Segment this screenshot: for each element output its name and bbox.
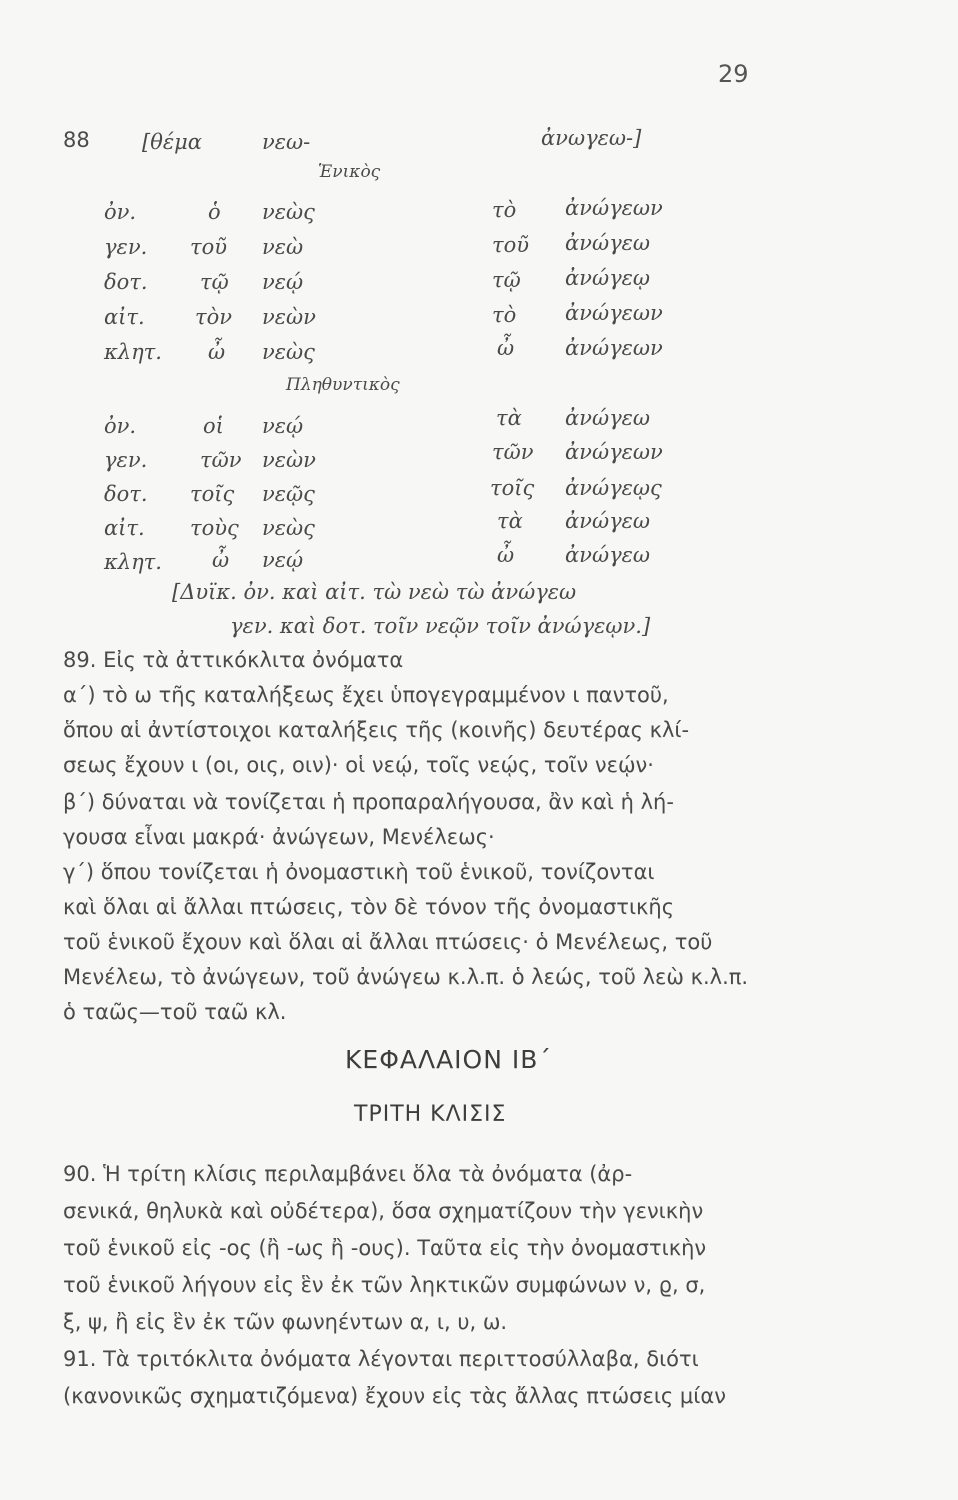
paragraph-line: τοῦ ἑνικοῦ λήγουν εἰς ἓν ἐκ τῶν ληκτικῶν συμφώνων ν, ϱ, σ, bbox=[63, 1273, 706, 1297]
article: τοῖς bbox=[490, 476, 535, 500]
word: ἀνώγεων bbox=[565, 301, 663, 325]
case-label: δοτ. bbox=[104, 482, 148, 506]
paragraph-line: σενικά, θηλυκὰ καὶ οὐδέτερα), ὅσα σχηματίζουν τὴν γενικὴν bbox=[63, 1199, 704, 1223]
word: ἀνώγεω bbox=[565, 231, 651, 255]
case-label: κλητ. bbox=[104, 340, 162, 364]
word: νεῴ bbox=[262, 548, 304, 572]
case-label: αἰτ. bbox=[104, 516, 145, 540]
paragraph-line: 91. Τὰ τριτόκλιτα ὀνόματα λέγονται περιττοσύλλαβα, διότι bbox=[63, 1347, 699, 1371]
article: τὸ bbox=[492, 198, 517, 222]
page-number: 29 bbox=[718, 60, 749, 88]
word: νεῷς bbox=[262, 482, 315, 506]
word: ἀνώγεων bbox=[565, 196, 663, 220]
paragraph-line: γουσα εἶναι μακρά· ἀνώγεων, Μενέλεως· bbox=[63, 825, 495, 849]
word: ἀνώγεων bbox=[565, 440, 663, 464]
article: τοὺς bbox=[190, 516, 239, 540]
word: νεὼς bbox=[262, 516, 315, 540]
article: τοῖς bbox=[190, 482, 235, 506]
paragraph-line: 89. Εἰς τὰ ἀττικόκλιτα ὀνόματα bbox=[63, 648, 404, 672]
article: τὰ bbox=[496, 406, 522, 430]
paragraph-line: τοῦ ἑνικοῦ ἔχουν καὶ ὅλαι αἱ ἄλλαι πτώσεις· ὁ Μενέλεως, τοῦ bbox=[63, 930, 713, 954]
article: ὦ bbox=[497, 543, 515, 567]
paragraph-line: 90. Ἡ τρίτη κλίσις περιλαμβάνει ὅλα τὰ ὀνόματα (ἀρ- bbox=[63, 1162, 633, 1186]
word: ἀνώγεω bbox=[565, 509, 651, 533]
case-label: γεν. bbox=[104, 235, 148, 259]
article: τοῦ bbox=[190, 235, 228, 259]
article: τὸν bbox=[195, 305, 233, 329]
word: νεὼς bbox=[262, 340, 315, 364]
word: νεὼ bbox=[262, 235, 304, 259]
article: τῷ bbox=[492, 268, 521, 292]
paragraph-line: (κανονικῶς σχηματιζόμενα) ἔχουν εἰς τὰς ἄλλας πτώσεις μίαν bbox=[63, 1384, 726, 1408]
article: τῶν bbox=[200, 448, 242, 472]
paragraph-line: β΄) δύναται νὰ τονίζεται ἡ προπαραλήγουσα, ἂν καὶ ἡ λή- bbox=[63, 790, 674, 814]
paragraph-line: σεως ἔχουν ι (οι, οις, οιν)· οἱ νεῴ, τοῖς νεῴς, τοῖν νεῴν· bbox=[63, 753, 654, 777]
case-label: γεν. bbox=[104, 448, 148, 472]
plural-title: Πληθυντικὸς bbox=[286, 375, 400, 395]
word: νεὼν bbox=[262, 305, 316, 329]
theme-right: ἀνωγεω-] bbox=[541, 126, 642, 150]
case-label: ὀν. bbox=[104, 414, 137, 438]
article: τῶν bbox=[492, 440, 534, 464]
word: νεῴ bbox=[262, 414, 304, 438]
case-label: αἰτ. bbox=[104, 305, 145, 329]
word: νεὼς bbox=[262, 200, 315, 224]
paragraph-line: ὁ ταῶς—τοῦ ταῶ κλ. bbox=[63, 1000, 287, 1024]
paragraph-line: Μενέλεω, τὸ ἀνώγεων, τοῦ ἀνώγεω κ.λ.π. ὁ λεώς, τοῦ λεὼ κ.λ.π. bbox=[63, 965, 749, 989]
word: νεὼν bbox=[262, 448, 316, 472]
singular-title: Ἑνικὸς bbox=[318, 162, 381, 182]
word: ἀνώγεων bbox=[565, 336, 663, 360]
paragraph-line: ὅπου αἱ ἀντίστοιχοι καταλήξεις τῆς (κοινῆς) δευτέρας κλί- bbox=[63, 718, 690, 742]
article: ὦ bbox=[497, 336, 515, 360]
paragraph-line: γ΄) ὅπου τονίζεται ἡ ὀνομαστικὴ τοῦ ἑνικοῦ, τονίζονται bbox=[63, 860, 655, 884]
dual-line-1: [Δυϊκ. ὀν. καὶ αἰτ. τὼ νεὼ τὼ ἀνώγεω bbox=[172, 580, 577, 604]
case-label: κλητ. bbox=[104, 550, 162, 574]
section-88-number: 88 bbox=[63, 128, 90, 152]
chapter-title: ΚΕΦΑΛΑΙΟΝ ΙΒ΄ bbox=[345, 1045, 552, 1074]
word: ἀνώγεῳ bbox=[565, 266, 651, 290]
article: τὸ bbox=[492, 303, 517, 327]
article: οἱ bbox=[203, 414, 224, 438]
article: ὦ bbox=[208, 340, 226, 364]
theme-mid: νεω- bbox=[262, 130, 311, 154]
article: τοῦ bbox=[492, 233, 530, 257]
paragraph-line: ξ, ψ, ἢ εἰς ἓν ἐκ τῶν φωνηέντων α, ι, υ, ω. bbox=[63, 1310, 508, 1334]
case-label: δοτ. bbox=[104, 270, 148, 294]
article: ὦ bbox=[212, 548, 230, 572]
paragraph-line: τοῦ ἑνικοῦ εἰς -ος (ἢ -ως ἢ -ους). Ταῦτα εἰς τὴν ὀνομαστικὴν bbox=[63, 1236, 707, 1260]
paragraph-line: α΄) τὸ ω τῆς καταλήξεως ἔχει ὑπογεγραμμένον ι παντοῦ, bbox=[63, 683, 669, 707]
article: τὰ bbox=[497, 509, 523, 533]
word: ἀνώγεω bbox=[565, 406, 651, 430]
chapter-subtitle: ΤΡΙΤΗ ΚΛΙΣΙΣ bbox=[354, 1102, 507, 1127]
word: ἀνώγεῳς bbox=[565, 476, 662, 500]
article: ὁ bbox=[208, 200, 221, 224]
theme-left: [θέμα bbox=[142, 130, 202, 154]
word: νεῴ bbox=[262, 270, 304, 294]
case-label: ὀν. bbox=[104, 200, 137, 224]
paragraph-line: καὶ ὅλαι αἱ ἄλλαι πτώσεις, τὸν δὲ τόνον τῆς ὀνομαστικῆς bbox=[63, 895, 675, 919]
article: τῷ bbox=[200, 270, 229, 294]
word: ἀνώγεω bbox=[565, 543, 651, 567]
dual-line-2: γεν. καὶ δοτ. τοῖν νεῷν τοῖν ἀνώγεῳν.] bbox=[230, 614, 651, 638]
